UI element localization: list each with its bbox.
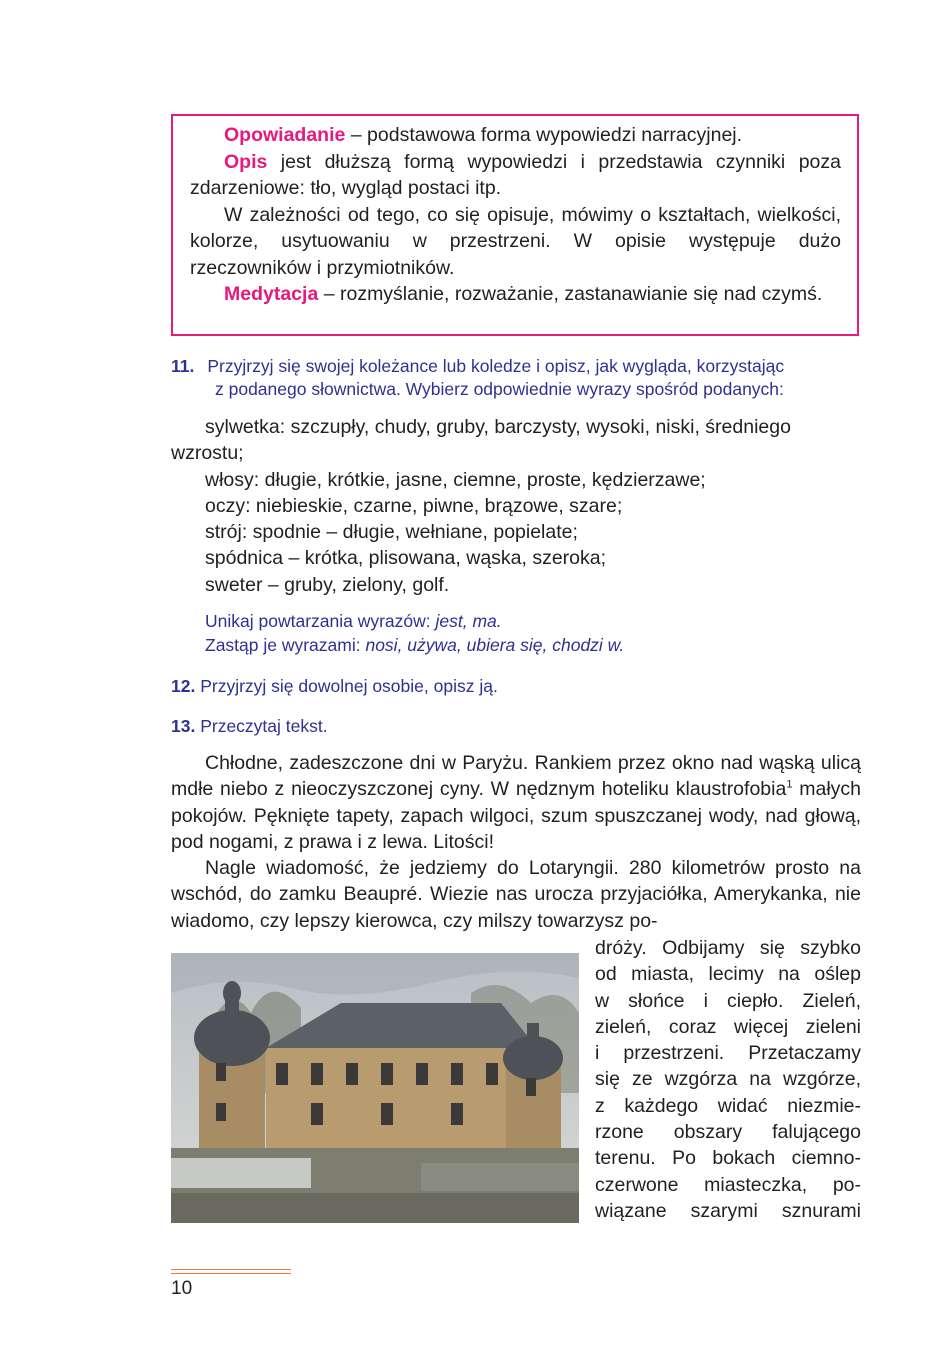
story-line: czerwone miasteczka, po- — [595, 1173, 861, 1196]
story-text-part: Chłodne, zadeszczone dni w Paryżu. Rankiem przez okno nad wąską ulicą mdłe niebo z nieoczyszczonej cyny. W nędznym hoteliku klaustrofobia — [171, 752, 861, 801]
hint-text: Unikaj powtarzania wyrazów: — [205, 611, 436, 631]
vocabulary-item: sylwetka: szczupły, chudy, gruby, barczysty, wysoki, niski, średniego wzrostu; — [171, 416, 791, 465]
definition-text: – rozmyślanie, rozważanie, zastanawianie się nad czymś. — [318, 283, 823, 305]
definition-text: jest dłuższą formą wypowiedzi i przedstawia czynniki poza zdarzeniowe: tło, wygląd postaci itp. — [190, 150, 841, 199]
term-medytacja: Medytacja — [224, 283, 319, 305]
task-text: z podanego słownictwa. Wybierz odpowiednie wyrazy spośród podanych: — [215, 379, 784, 399]
story-line: dróży. Odbijamy się szybko — [595, 937, 861, 959]
task-number: 12. — [171, 676, 196, 696]
term-opis: Opis — [224, 150, 268, 173]
page-number: 10 — [171, 1278, 193, 1299]
hint-words: jest, ma. — [435, 611, 502, 631]
story-line: od miasta, lecimy na oślep — [595, 963, 861, 986]
vocabulary-item: strój: spodnie – długie, wełniane, popielate; — [205, 521, 578, 544]
term-opowiadanie: Opowiadanie — [224, 124, 346, 146]
task-11 — [171, 355, 784, 401]
task-number: 11. — [171, 356, 195, 376]
hint-words: nosi, używa, ubiera się, chodzi w. — [365, 634, 625, 655]
task-text: Przyjrzyj się swojej koleżance lub koledze i opisz, jak wygląda, korzystając — [207, 356, 785, 376]
story-text-part: małych pokojów. Pęknięte tapety, zapach wilgoci, szum spuszczanej wody, nad głową, pod nogami, z prawa i z lewa. Litości! — [171, 778, 861, 853]
hint — [205, 610, 624, 657]
hint-text: Zastąp je wyrazami: — [205, 634, 366, 655]
story-line: w słońce i ciepło. Zieleń, — [595, 989, 861, 1012]
task-text: Przeczytaj tekst. — [195, 716, 328, 736]
footnote-mark: 1 — [786, 778, 793, 791]
definition-opowiadanie — [190, 122, 841, 149]
task-text: Przyjrzyj się dowolnej osobie, opisz ją. — [195, 676, 498, 696]
castle-illustration — [171, 953, 579, 1223]
footer-rule — [171, 1269, 291, 1270]
story-paragraph — [171, 750, 861, 855]
story-line: rzone obszary falującego — [595, 1121, 861, 1144]
definition-opis — [190, 149, 841, 202]
definition-text: – podstawowa forma wypowiedzi narracyjnej. — [345, 124, 743, 146]
definition-opis-details: W zależności od tego, co się opisuje, mówimy o kształtach, wielkości, kolorze, usytuowaniu w przestrzeni. W opisie występuje dużo rzeczowników i przymiotników. — [190, 203, 841, 279]
story-text — [171, 750, 861, 934]
task-number: 13. — [171, 716, 196, 736]
castle-photo — [171, 953, 579, 1223]
story-line: wiązane szarymi sznurami — [595, 1199, 861, 1222]
vocabulary-item: spódnica – krótka, plisowana, wąska, szeroka; — [205, 547, 607, 570]
story-paragraph: Nagle wiadomość, że jedziemy do Lotaryngii. 280 kilometrów prosto na wschód, do zamku Beaupré. Wiezie nas urocza przyjaciółka, Amerykanka, nie wiadomo, czy lepszy kierowca, czy milszy towarzysz po- — [171, 857, 861, 932]
story-line: zieleń, coraz więcej zieleni — [595, 1015, 861, 1038]
task-12 — [171, 675, 498, 698]
hint-line — [205, 610, 624, 634]
story-line: terenu. Po bokach ciemno- — [595, 1147, 861, 1170]
story-line: z każdego widać niezmie- — [595, 1094, 861, 1117]
task-13 — [171, 715, 328, 738]
definition-medytacja — [190, 281, 841, 308]
story-column — [595, 935, 861, 1224]
story-line: się ze wzgórza na wzgórze, — [595, 1068, 861, 1091]
vocabulary-item: oczy: niebieskie, czarne, piwne, brązowe, szare; — [205, 494, 623, 517]
story-line: i przestrzeni. Przetaczamy — [595, 1042, 861, 1065]
footer-rule — [171, 1273, 291, 1274]
definition-box — [171, 114, 859, 336]
vocabulary-item: sweter – gruby, zielony, golf. — [205, 573, 450, 596]
vocabulary-item: włosy: długie, krótkie, jasne, ciemne, proste, kędzierzawe; — [205, 468, 706, 491]
vocabulary-list — [171, 414, 861, 598]
hint-line — [205, 634, 624, 658]
